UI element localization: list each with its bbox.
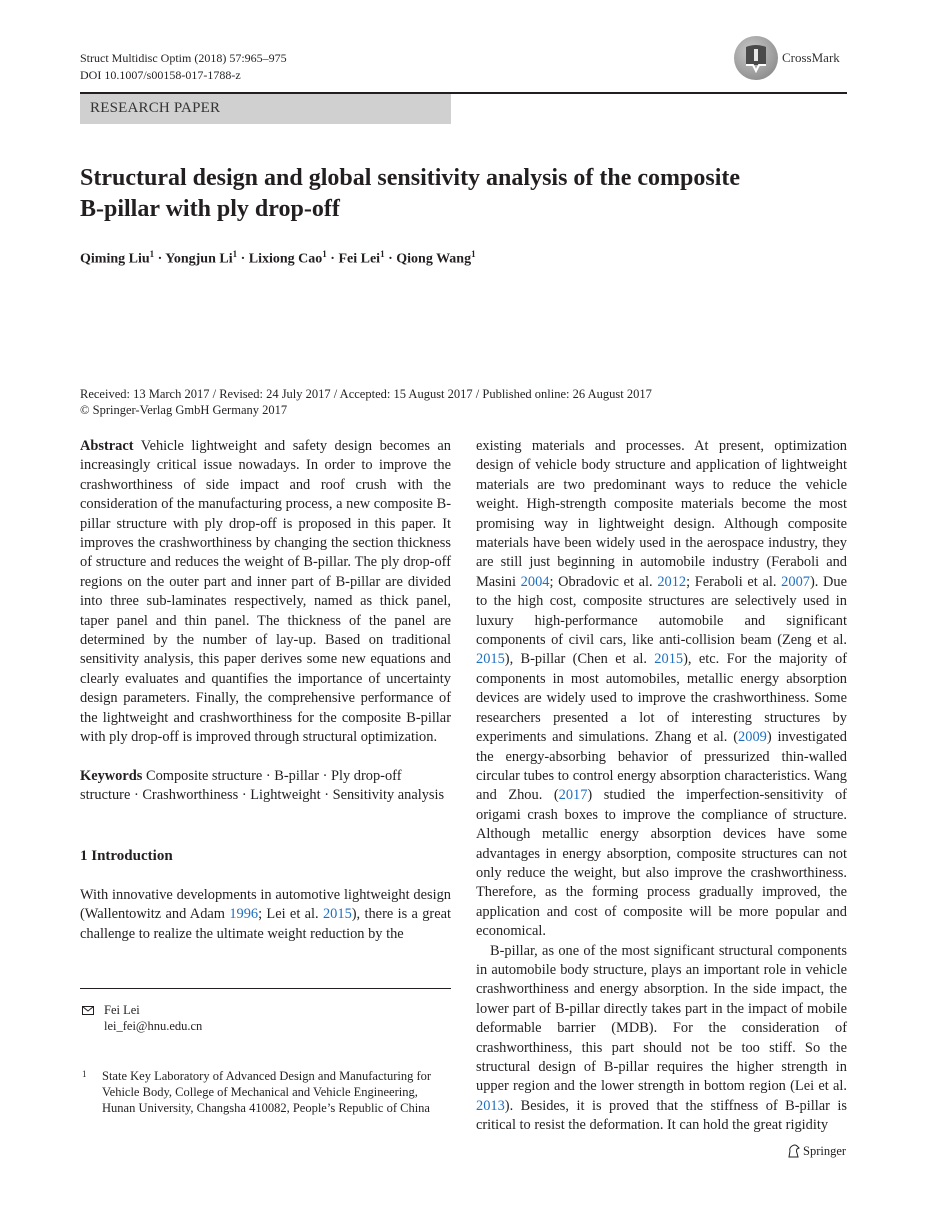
author-separator: · [240,251,246,267]
author-name[interactable]: Qiong Wang [396,251,472,267]
citation-link[interactable]: 2007 [781,573,810,590]
author-affiliation-mark: 1 [380,249,385,259]
keywords [80,767,451,806]
citation-link[interactable]: 2017 [558,787,588,804]
crossmark-badge[interactable] [734,36,854,82]
author-separator: · [330,251,335,267]
citation-link[interactable]: 1996 [229,906,259,923]
publisher-logo [787,1144,846,1159]
title-line-2: B-pillar with ply drop-off [80,196,340,222]
abstract [80,437,451,748]
author-name[interactable]: Fei Lei [338,251,381,267]
body-text: ), there is a great challenge to realize the ultimate weight reduction by the [80,906,451,942]
citation-link[interactable]: 2015 [654,651,684,668]
abstract-text: Vehicle lightweight and safety design becomes an increasingly critical issue nowadays. In order to improve the crashworthiness of side impact and roof crush with the consideration of the manufacturing process, a new composite B-pillar structure with ply drop-off is proposed in this paper. It improves the crashworthiness by changing the section thickness of structure and reduces the weight of B-pillar. The ply drop-off regions on the outer part and inner part of B-pillar are divided into three sub-laminates respectively, named as thick panel, taper panel and thin panel. The thickness of the panel are determined by the number of lay-up. Based on traditional sensitivity analysis, this paper derives some new equations and clearly evaluates and quantifies the importance of uncertainty design parameters. Finally, the comprehensive performance of the lightweight and crashworthiness for the composite B-pillar with ply drop-off is improved through structural optimization. [80,438,451,746]
journal-citation: Struct Multidisc Optim (2018) 57:965–975 [80,51,287,65]
intro-paragraph-1-start [80,886,451,944]
author-name[interactable]: Yongjun Li [165,251,233,267]
body-text: ). Due to the high cost, composite structures are selectively used in luxury high-performance automobile and significant components of civil cars, like anti-collision beam (Zeng et al. [476,573,848,649]
crossmark-icon [734,36,778,80]
abstract-label: Abstract [80,438,134,454]
body-text: existing materials and processes. At present, optimization design of vehicle body structure and application of lightweight materials are two predominant ways to reduce the vehicle weight. High-strength composite materials become the most promising way in lightweight design. Although composite materials have been widely used in the aerospace industry, they are still just beginning in automobile industry (Feraboli and Masini [476,438,847,590]
footnote-rule [80,988,451,989]
paper-title [80,163,840,225]
author-name[interactable]: Qiming Liu [80,251,150,267]
citation-link[interactable]: 2004 [520,573,550,590]
title-line-1: Structural design and global sensitivity analysis of the composite [80,165,741,191]
keywords-text: Composite structure · B-pillar · Ply drop-off structure · Crashworthiness · Lightweight · Sensitivity analysis [80,767,445,803]
citation-link[interactable]: 2012 [657,573,687,590]
affiliation-footnote [80,1068,451,1116]
body-text: ), B-pillar (Chen et al. [504,651,655,668]
body-text: ) studied the imperfection-sensitivity of origami crash boxes to improve the compliance of structure. Although metallic energy absorption devices have some advantages in energy absorption, composite structures can not only reduce the weight, but also improve the crashworthiness. Therefore, as the forming process gradually improved, the application and cost of composite will be more popular and economical. [476,787,847,940]
publication-history [80,386,652,418]
springer-horse-icon [787,1144,800,1158]
citation-link[interactable]: 2009 [738,729,767,746]
author-separator: · [388,251,393,267]
citation-link[interactable]: 2013 [476,1097,505,1114]
corresponding-email[interactable]: lei_fei@hnu.edu.cn [104,1019,203,1033]
intro-paragraph-1-continued [476,437,847,942]
affiliation-number: 1 [82,1069,87,1079]
body-text: ; Obradovic et al. [549,573,658,590]
author-affiliation-mark: 1 [149,249,155,259]
left-column [80,437,451,944]
copyright-line: © Springer-Verlag GmbH Germany 2017 [80,403,288,417]
body-text: B-pillar, as one of the most significant structural components in automobile body structure, plays an important role in vehicle crashworthiness and energy absorption. In the side impact, the lower part of B-pillar directly takes part in the impact of mobile deformable barrier (MDB). For the consideration of crashworthiness, this part should not be too stiff. So the structural design of B-pillar requires the higher strength in upper region and the lower strength in bottom region (Lei et al. [476,942,847,1095]
doi[interactable]: DOI 10.1007/s00158-017-1788-z [80,68,241,82]
author-affiliation-mark: 1 [232,249,238,259]
crossmark-label: CrossMark [782,50,840,65]
corresponding-name: Fei Lei [104,1003,140,1017]
history-dates: Received: 13 March 2017 / Revised: 24 July 2017 / Accepted: 15 August 2017 / Published online: 26 August 2017 [80,387,652,401]
article-type-label: RESEARCH PAPER [90,100,221,116]
journal-info [80,50,287,84]
citation-link[interactable]: 2015 [322,906,352,923]
affiliation-text: State Key Laboratory of Advanced Design and Manufacturing for Vehicle Body, College of Mechanical and Vehicle Engineering, Hunan University, Changsha 410082, People’s Republic of China [102,1069,432,1115]
citation-link[interactable]: 2015 [476,651,505,668]
intro-paragraph-2 [476,942,847,1136]
body-text: ) investigated the energy-absorbing behavior of pressurized thin-walled circular tubes to control energy absorption characteristics. Wang and Zhou. ( [476,729,847,804]
author-affiliation-mark: 1 [471,249,476,259]
body-text: ; Feraboli et al. [686,573,782,590]
right-column [476,437,847,1136]
body-text: ; Lei et al. [258,906,323,923]
body-text: ), etc. For the majority of components in most automobiles, metallic energy absorption devices are widely used to improve the crashworthiness. Some researchers presented a lot of interesting structures by experiments and simulations. Zhang et al. ( [476,651,847,746]
body-text: With innovative developments in automotive lightweight design (Wallentowitz and Adam [80,886,451,923]
author-affiliation-mark: 1 [322,249,327,259]
body-text: ). Besides, it is proved that the stiffness of B-pillar is critical to resist the deformation. It can hold the great rigidity [476,1097,847,1134]
article-type-ribbon [80,94,451,124]
publisher-name: Springer [803,1144,847,1158]
section-heading-introduction: 1 Introduction [80,848,173,865]
envelope-icon [82,1006,94,1015]
author-list [80,249,476,268]
author-name[interactable]: Lixiong Cao [248,251,323,267]
author-separator: · [157,251,163,267]
keywords-label: Keywords [80,767,143,784]
